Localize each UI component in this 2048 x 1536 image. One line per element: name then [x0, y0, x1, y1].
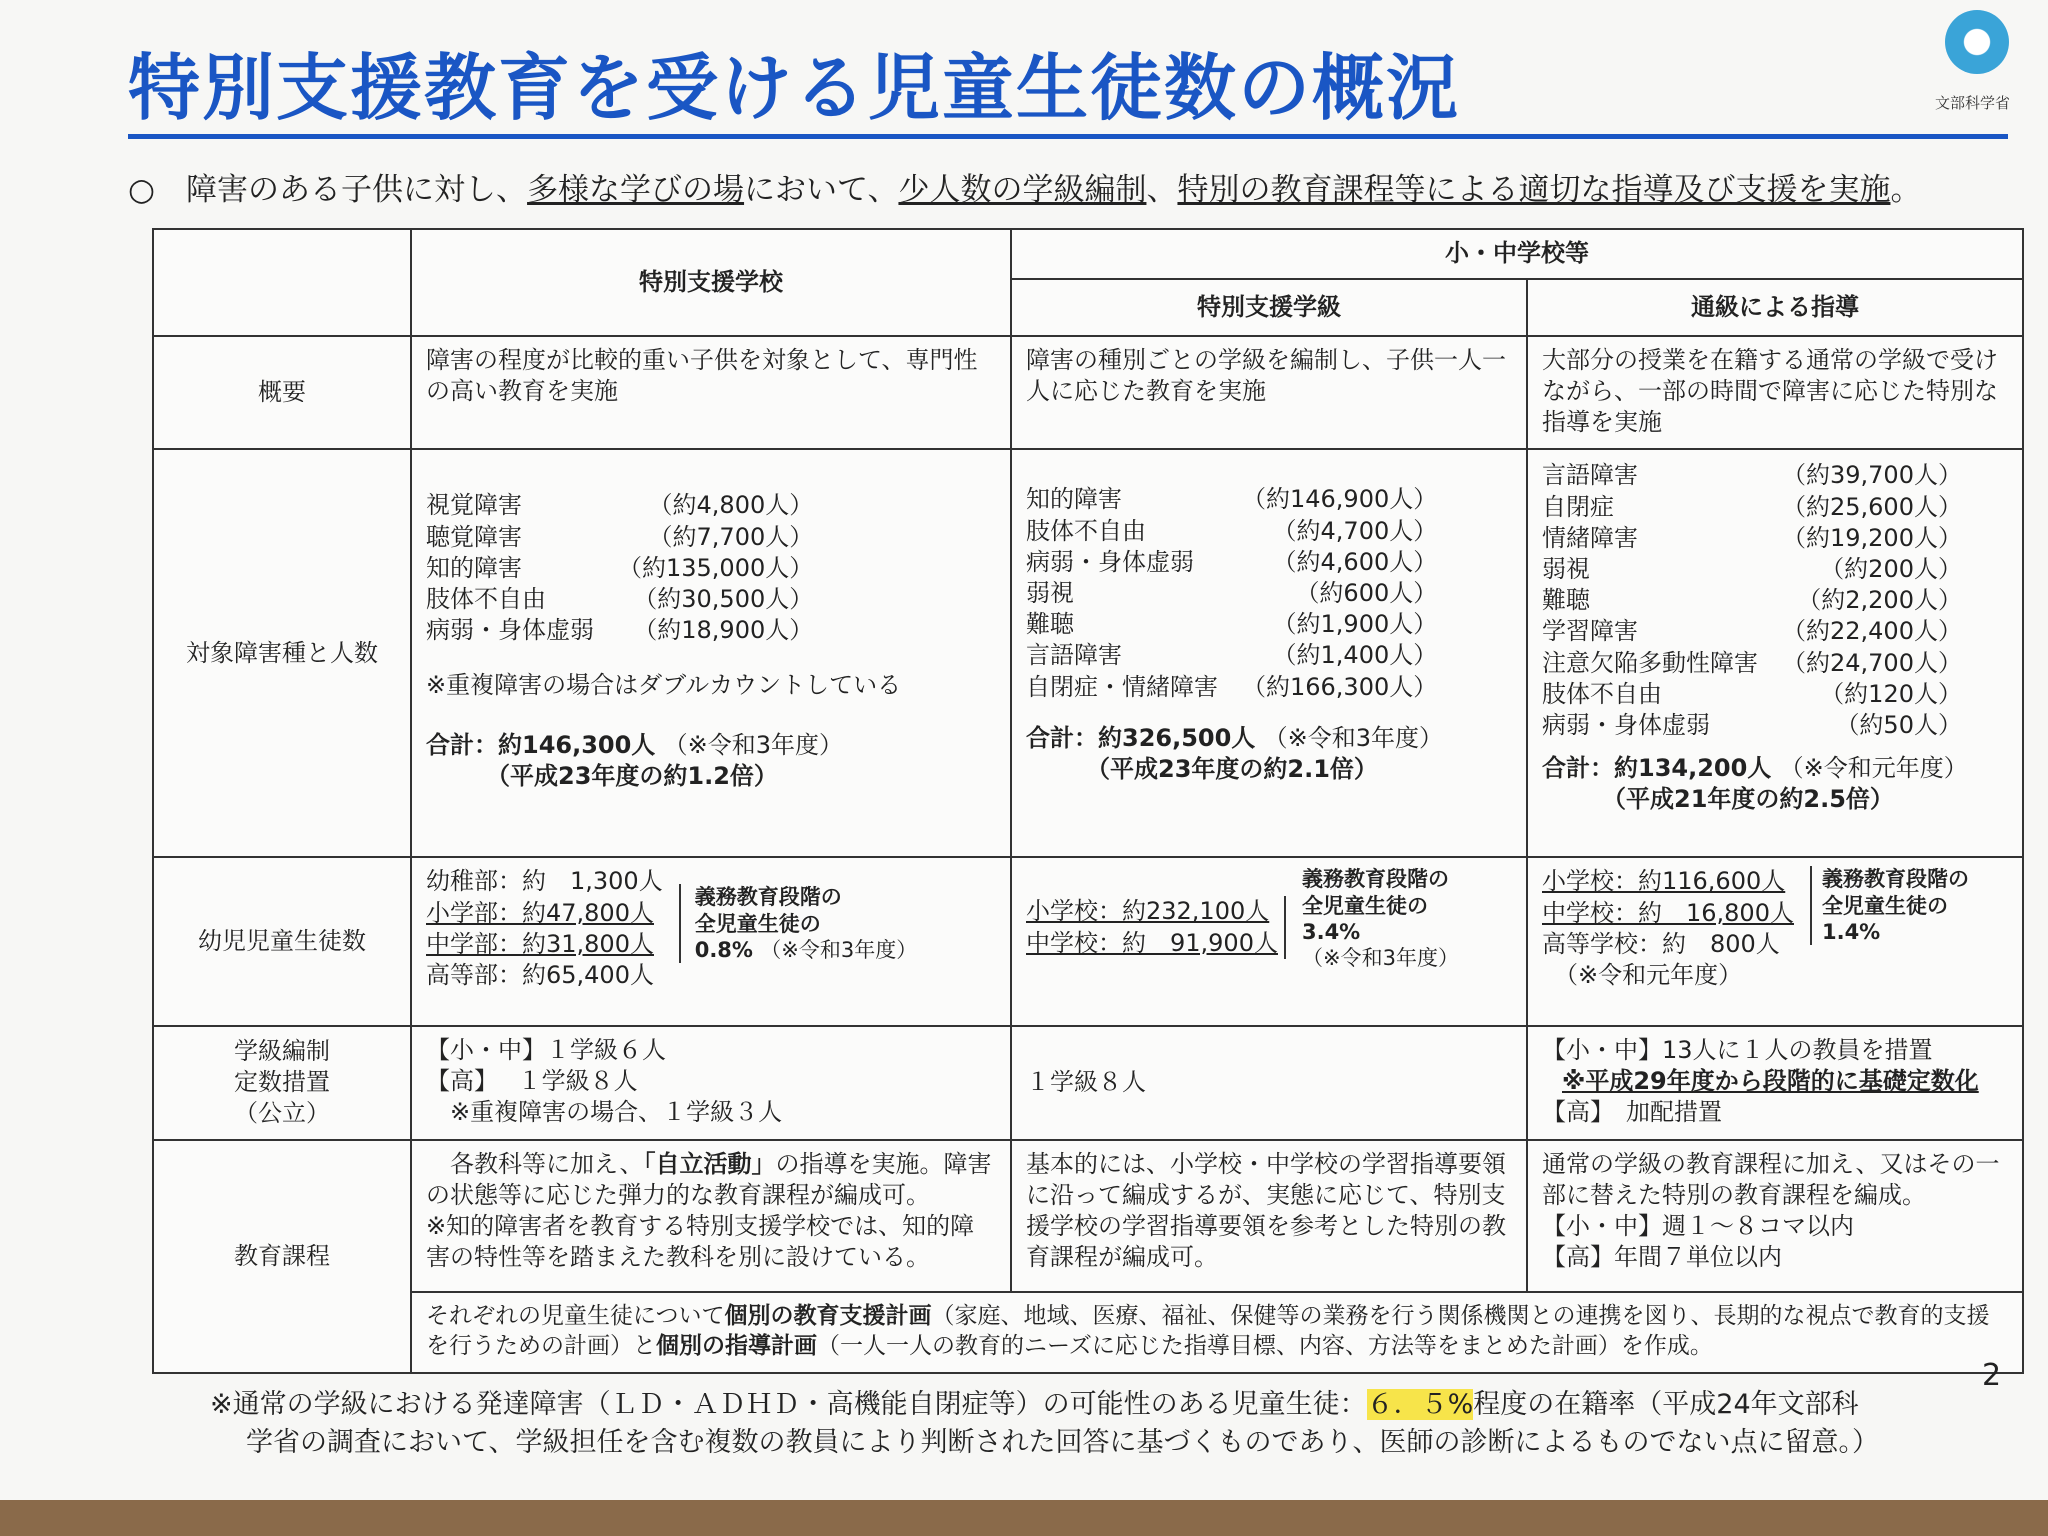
counts-class	[1011, 857, 1527, 1025]
counts-tsukyu-note	[1810, 866, 1969, 945]
types-school-note: ※重複障害の場合はダブルカウントしている	[426, 671, 902, 700]
disability-count: （約18,900人）	[633, 616, 814, 645]
counts-school-lines	[426, 866, 663, 991]
curriculum-school	[411, 1140, 1011, 1292]
total-note: （※令和元年度）	[1779, 754, 1968, 783]
types-class-ratio: （平成23年度の約2.1倍）	[1086, 754, 1378, 783]
count-line: 幼稚部：約 1,300人	[426, 867, 663, 896]
footnote-text: 程度の在籍率（平成24年文部科	[1473, 1389, 1859, 1420]
page-title: 特別支援教育を受ける児童生徒数の概況	[128, 46, 1461, 130]
lead-mid-1: において、	[744, 172, 899, 208]
disability-name: 難聴	[1026, 610, 1074, 639]
types-class	[1011, 449, 1527, 857]
disability-count: （約1,900人）	[1272, 610, 1438, 639]
text-part: （家庭、地域、医療、福祉、保健等の業務を行う関係機関との連携を図り、長期的な視点で教育的支援を行うための計画）と	[426, 1303, 1990, 1360]
disability-name: 注意欠陥多動性障害	[1542, 648, 1758, 677]
disability-count: （約24,700人）	[1782, 648, 1962, 677]
class-std-tsukyu	[1527, 1026, 2023, 1140]
class-std-class: １学級８人	[1011, 1026, 1527, 1140]
std-line: 【小・中】１学級６人	[426, 1035, 666, 1064]
title-rule	[128, 134, 2008, 139]
curriculum-school-note: ※知的障害者を教育する特別支援学校では、知的障害の特性等を踏まえた教科を別に設けている。	[426, 1211, 975, 1272]
overview-table	[152, 228, 2024, 1374]
class-std-school	[411, 1026, 1011, 1140]
header-class: 特別支援学級	[1011, 279, 1527, 336]
count-line: （※令和元年度）	[1554, 960, 1743, 989]
count-line: 高等部：約65,400人	[426, 960, 654, 989]
total-note: （※令和3年度）	[1263, 723, 1444, 752]
note-line: 全児童生徒の	[694, 911, 821, 936]
count-line: 小学部：約47,800人	[426, 898, 654, 927]
curriculum-school-text	[426, 1149, 996, 1211]
text-bold: 「自立活動」	[643, 1149, 776, 1178]
disability-count: （約1,400人）	[1272, 641, 1438, 670]
curriculum-line: 通常の学級の教育課程に加え、又はその一部に替えた特別の教育課程を編成。	[1542, 1149, 2000, 1209]
note-line: 義務教育段階の	[694, 885, 842, 910]
disability-name: 病弱・身体虚弱	[1542, 710, 1710, 739]
types-class-list	[1026, 484, 1512, 702]
row-label-curriculum: 教育課程	[153, 1140, 411, 1374]
note-rate: 0.8%	[694, 937, 753, 962]
total-note: （※令和3年度）	[663, 730, 844, 759]
mext-logo-icon	[1945, 10, 2009, 74]
row-label-class-std: 学級編制 定数措置 （公立）	[153, 1026, 411, 1140]
curriculum-tsukyu	[1527, 1140, 2023, 1292]
disability-count: （約2,200人）	[1797, 586, 1962, 615]
disability-count: （約146,900人）	[1242, 485, 1438, 514]
disability-count: （約135,000人）	[618, 553, 814, 582]
disability-name: 知的障害	[426, 553, 522, 582]
count-line: 小学校：約116,600人	[1542, 867, 1786, 896]
disability-count: （約19,200人）	[1782, 523, 1962, 552]
types-school-ratio: （平成23年度の約1.2倍）	[486, 761, 778, 790]
footnote	[210, 1386, 1879, 1462]
footnote-text: ※通常の学級における発達障害（ＬＤ・ＡＤＨＤ・高機能自閉症等）の可能性のある児童生徒：	[210, 1389, 1367, 1420]
disability-name: 情緒障害	[1542, 523, 1638, 552]
disability-name: 肢体不自由	[426, 584, 546, 613]
text-part: 各教科等に加え、	[450, 1149, 644, 1178]
disability-name: 聴覚障害	[426, 522, 522, 551]
types-tsukyu-total	[1542, 753, 2008, 784]
footnote-line-2: 学省の調査において、学級担任を含む複数の教員により判断された回答に基づくものであり、医師の診断によるものでない点に留意。）	[246, 1426, 1879, 1458]
row-label-overview: 概要	[153, 336, 411, 450]
lead-sentence	[128, 164, 1921, 209]
disability-count: （約166,300人）	[1242, 672, 1438, 701]
types-school	[411, 449, 1011, 857]
disability-count: （約600人）	[1295, 578, 1438, 607]
curriculum-shared	[411, 1292, 2023, 1373]
types-tsukyu-ratio: （平成21年度の約2.5倍）	[1602, 785, 1894, 814]
disability-count: （約4,600人）	[1272, 547, 1438, 576]
lead-mid-2: 、	[1146, 172, 1178, 208]
logo-text: 文部科学省	[1935, 94, 2011, 112]
row-label-types: 対象障害種と人数	[153, 449, 411, 857]
std-line: 【小・中】13人に１人の教員を措置	[1542, 1035, 1933, 1064]
counts-class-lines	[1026, 896, 1286, 958]
std-line: ※重複障害の場合、１学級３人	[450, 1098, 783, 1127]
counts-tsukyu-lines	[1542, 866, 1794, 991]
disability-count: （約7,700人）	[648, 522, 814, 551]
std-line: 【高】 １学級８人	[426, 1067, 638, 1096]
disability-name: 言語障害	[1542, 461, 1638, 490]
disability-name: 弱視	[1026, 578, 1074, 607]
note-year: （※令和3年度）	[760, 937, 918, 962]
note-line: 義務教育段階の	[1301, 867, 1449, 892]
lead-underline-2: 少人数の学級編制	[898, 172, 1147, 208]
text-part: の指導を実施。障害の状態等に応じた弾力的な教育課程が編成可。	[426, 1149, 992, 1209]
disability-name: 弱視	[1542, 554, 1590, 583]
text-part: それぞれの児童生徒について	[426, 1303, 725, 1330]
types-school-list	[426, 490, 996, 646]
disability-count: （約39,700人）	[1782, 461, 1962, 490]
types-school-total	[426, 730, 996, 761]
count-line: 高等学校：約 800人	[1542, 929, 1780, 958]
note-line: 全児童生徒の	[1301, 893, 1428, 918]
curriculum-line: 【高】年間７単位以内	[1542, 1243, 1782, 1272]
page-number: 2	[1982, 1358, 2002, 1393]
total-value: 合計：約134,200人	[1542, 754, 1772, 783]
count-line: 小学校：約232,100人	[1026, 897, 1270, 926]
note-year: （※令和3年度）	[1301, 946, 1459, 971]
disability-name: 自閉症	[1542, 492, 1614, 521]
counts-class-wrap	[1026, 866, 1512, 971]
disability-count: （約50人）	[1835, 710, 1962, 739]
note-rate: 3.4%	[1301, 919, 1361, 944]
overview-school: 障害の程度が比較的重い子供を対象として、専門性の高い教育を実施	[411, 336, 1011, 450]
overview-class: 障害の種別ごとの学級を編制し、子供一人一人に応じた教育を実施	[1011, 336, 1527, 450]
note-line: 義務教育段階の	[1821, 867, 1969, 892]
counts-school-note	[679, 884, 918, 963]
count-line: 中学校：約 91,900人	[1026, 928, 1278, 957]
counts-school	[411, 857, 1011, 1025]
counts-school-wrap	[426, 866, 996, 991]
header-school: 特別支援学校	[411, 229, 1011, 336]
total-value: 合計：約326,500人	[1026, 723, 1256, 752]
counts-class-note	[1302, 866, 1459, 971]
disability-name: 言語障害	[1026, 641, 1122, 670]
std-line: 【高】 加配措置	[1542, 1098, 1722, 1127]
types-class-total	[1026, 723, 1512, 754]
disability-count: （約22,400人）	[1782, 617, 1962, 646]
text-part: （一人一人の教育的ニーズに応じた指導目標、内容、方法等をまとめた計画）を作成。	[817, 1333, 1713, 1360]
disability-count: （約120人）	[1820, 679, 1962, 708]
header-group: 小・中学校等	[1011, 229, 2023, 279]
disability-name: 病弱・身体虚弱	[426, 616, 594, 645]
lead-underline-1: 多様な学びの場	[527, 172, 745, 208]
disability-name: 学習障害	[1542, 617, 1638, 646]
footnote-highlight: ６．５%	[1366, 1389, 1474, 1420]
disability-count: （約4,700人）	[1272, 516, 1438, 545]
note-line: 全児童生徒の	[1821, 893, 1948, 918]
disability-name: 肢体不自由	[1542, 679, 1662, 708]
disability-count: （約4,800人）	[648, 491, 814, 520]
counts-tsukyu	[1527, 857, 2023, 1025]
std-line: ※平成29年度から段階的に基礎定数化	[1562, 1067, 1979, 1096]
count-line: 中学部：約31,800人	[426, 929, 654, 958]
disability-count: （約25,600人）	[1782, 492, 1962, 521]
types-tsukyu	[1527, 449, 2023, 857]
count-line: 中学校：約 16,800人	[1542, 898, 1794, 927]
curriculum-line: 【小・中】週１～８コマ以内	[1542, 1211, 1854, 1240]
disability-count: （約30,500人）	[633, 584, 814, 613]
lead-prefix: ○ 障害のある子供に対し、	[128, 172, 528, 208]
disability-name: 自閉症・情緒障害	[1026, 672, 1218, 701]
curriculum-class: 基本的には、小学校・中学校の学習指導要領に沿って編成するが、実態に応じて、特別支援学校の学習指導要領を参考とした特別の教育課程が編成可。	[1011, 1140, 1527, 1292]
text-bold: 個別の教育支援計画	[724, 1303, 932, 1330]
disability-name: 知的障害	[1026, 485, 1122, 514]
total-value: 合計：約146,300人	[426, 730, 656, 759]
disability-name: 視覚障害	[426, 491, 522, 520]
counts-tsukyu-wrap	[1542, 866, 2008, 991]
lead-end: 。	[1890, 172, 1922, 208]
disability-name: 肢体不自由	[1026, 516, 1146, 545]
overview-tsukyu: 大部分の授業を在籍する通常の学級で受けながら、一部の時間で障害に応じた特別な指導を実施	[1527, 336, 2023, 450]
lead-underline-3: 特別の教育課程等による適切な指導及び支援を実施	[1177, 172, 1891, 208]
row-label-counts: 幼児児童生徒数	[153, 857, 411, 1025]
note-rate: 1.4%	[1821, 919, 1881, 944]
text-bold: 個別の指導計画	[656, 1333, 817, 1360]
corner-cell	[153, 229, 411, 336]
disability-count: （約200人）	[1820, 554, 1962, 583]
disability-name: 病弱・身体虚弱	[1026, 547, 1194, 576]
disability-name: 難聴	[1542, 586, 1590, 615]
types-tsukyu-list	[1542, 460, 2008, 741]
header-tsukyu: 通級による指導	[1527, 279, 2023, 336]
